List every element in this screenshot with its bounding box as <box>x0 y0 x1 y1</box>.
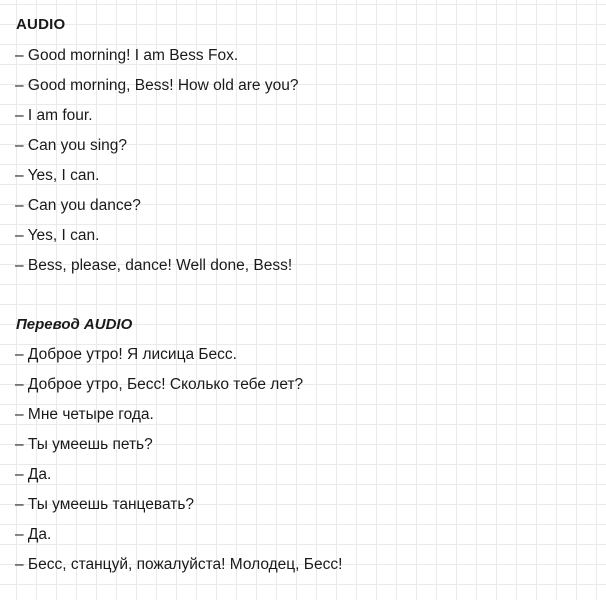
dialogue-line: – Yes, I can. <box>15 167 100 184</box>
translation-line: – Бесс, станцуй, пожалуйста! Молодец, Бесс! <box>15 556 343 573</box>
translation-line: – Мне четыре года. <box>15 406 154 423</box>
translation-line: – Да. <box>15 526 52 543</box>
dialogue-line: – Good morning, Bess! How old are you? <box>15 77 299 94</box>
section-title: AUDIO <box>16 16 66 33</box>
translation-line: – Доброе утро! Я лисица Бесс. <box>15 346 237 363</box>
dialogue-line: – Can you sing? <box>15 137 128 154</box>
dialogue-line: – Good morning! I am Bess Fox. <box>15 47 239 64</box>
dialogue-line: – I am four. <box>15 107 93 124</box>
translation-line: – Ты умеешь танцевать? <box>15 496 195 513</box>
translation-line: – Да. <box>15 466 52 483</box>
dialogue-line: – Yes, I can. <box>15 227 100 244</box>
dialogue-line: – Can you dance? <box>15 197 141 214</box>
translation-line: – Ты умеешь петь? <box>15 436 153 453</box>
translation-title: Перевод AUDIO <box>16 316 133 333</box>
translation-line: – Доброе утро, Бесс! Сколько тебе лет? <box>15 376 304 393</box>
dialogue-line: – Bess, please, dance! Well done, Bess! <box>15 257 293 274</box>
